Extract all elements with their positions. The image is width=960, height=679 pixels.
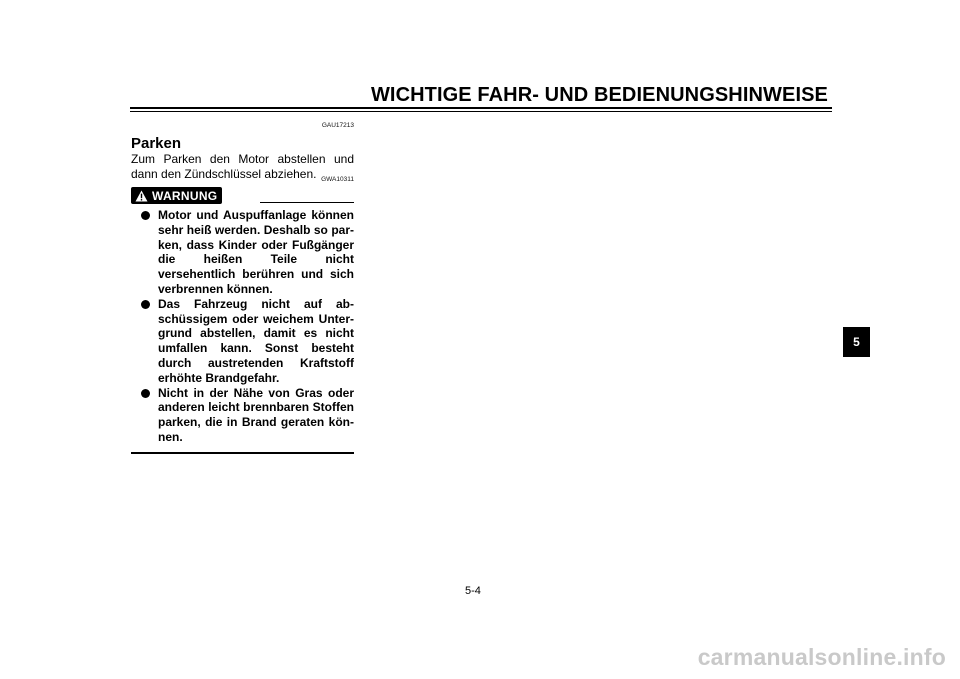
warning-item-text: Nicht in der Nähe von Gras oder anderen leicht brennbaren Stoffen parken, die in Brand geraten können. xyxy=(158,385,354,444)
page-title: WICHTIGE FAHR- UND BEDIENUNGSHINWEISE xyxy=(370,84,828,106)
warning-label: WARNUNG xyxy=(152,188,218,203)
warning-code: GWA10311 xyxy=(321,176,354,183)
warning-item xyxy=(131,386,354,445)
warning-item-text: Das Fahrzeug nicht auf abschüssigem oder weichem Untergrund abstellen, damit es nicht umfallen kann. Sonst besteht durch austretenden Kraftstoff erhöhte Brandgefahr. xyxy=(158,296,354,385)
page-number: 5-4 xyxy=(465,585,481,597)
warning-header-rule xyxy=(260,202,354,203)
watermark: carmanualsonline.info xyxy=(697,644,946,670)
warning-triangle-icon xyxy=(135,190,148,202)
section-body: Zum Parken den Motor abstellen und dann den Zündschlüssel abziehen. xyxy=(131,152,354,181)
warning-item-text: Motor und Auspuffanlage können sehr heiß werden. Deshalb so parken, dass Kinder oder Fußgänger die heißen Teile nicht versehentlich berühren und sich verbrennen können. xyxy=(158,208,354,296)
warning-header xyxy=(131,176,354,204)
warning-item xyxy=(131,208,354,297)
warning-end-rule xyxy=(131,452,354,454)
warning-badge xyxy=(131,187,222,204)
bullet-icon xyxy=(141,389,150,398)
content-column xyxy=(131,122,354,454)
section-code: GAU17213 xyxy=(321,122,354,129)
bullet-icon xyxy=(141,211,150,220)
bullet-icon xyxy=(141,300,150,309)
header-rule-thin xyxy=(130,111,832,112)
section-title: Parken xyxy=(131,135,182,152)
header-rule xyxy=(130,107,832,109)
warning-item xyxy=(131,297,354,386)
warning-list xyxy=(131,208,354,445)
chapter-tab: 5 xyxy=(843,327,870,357)
